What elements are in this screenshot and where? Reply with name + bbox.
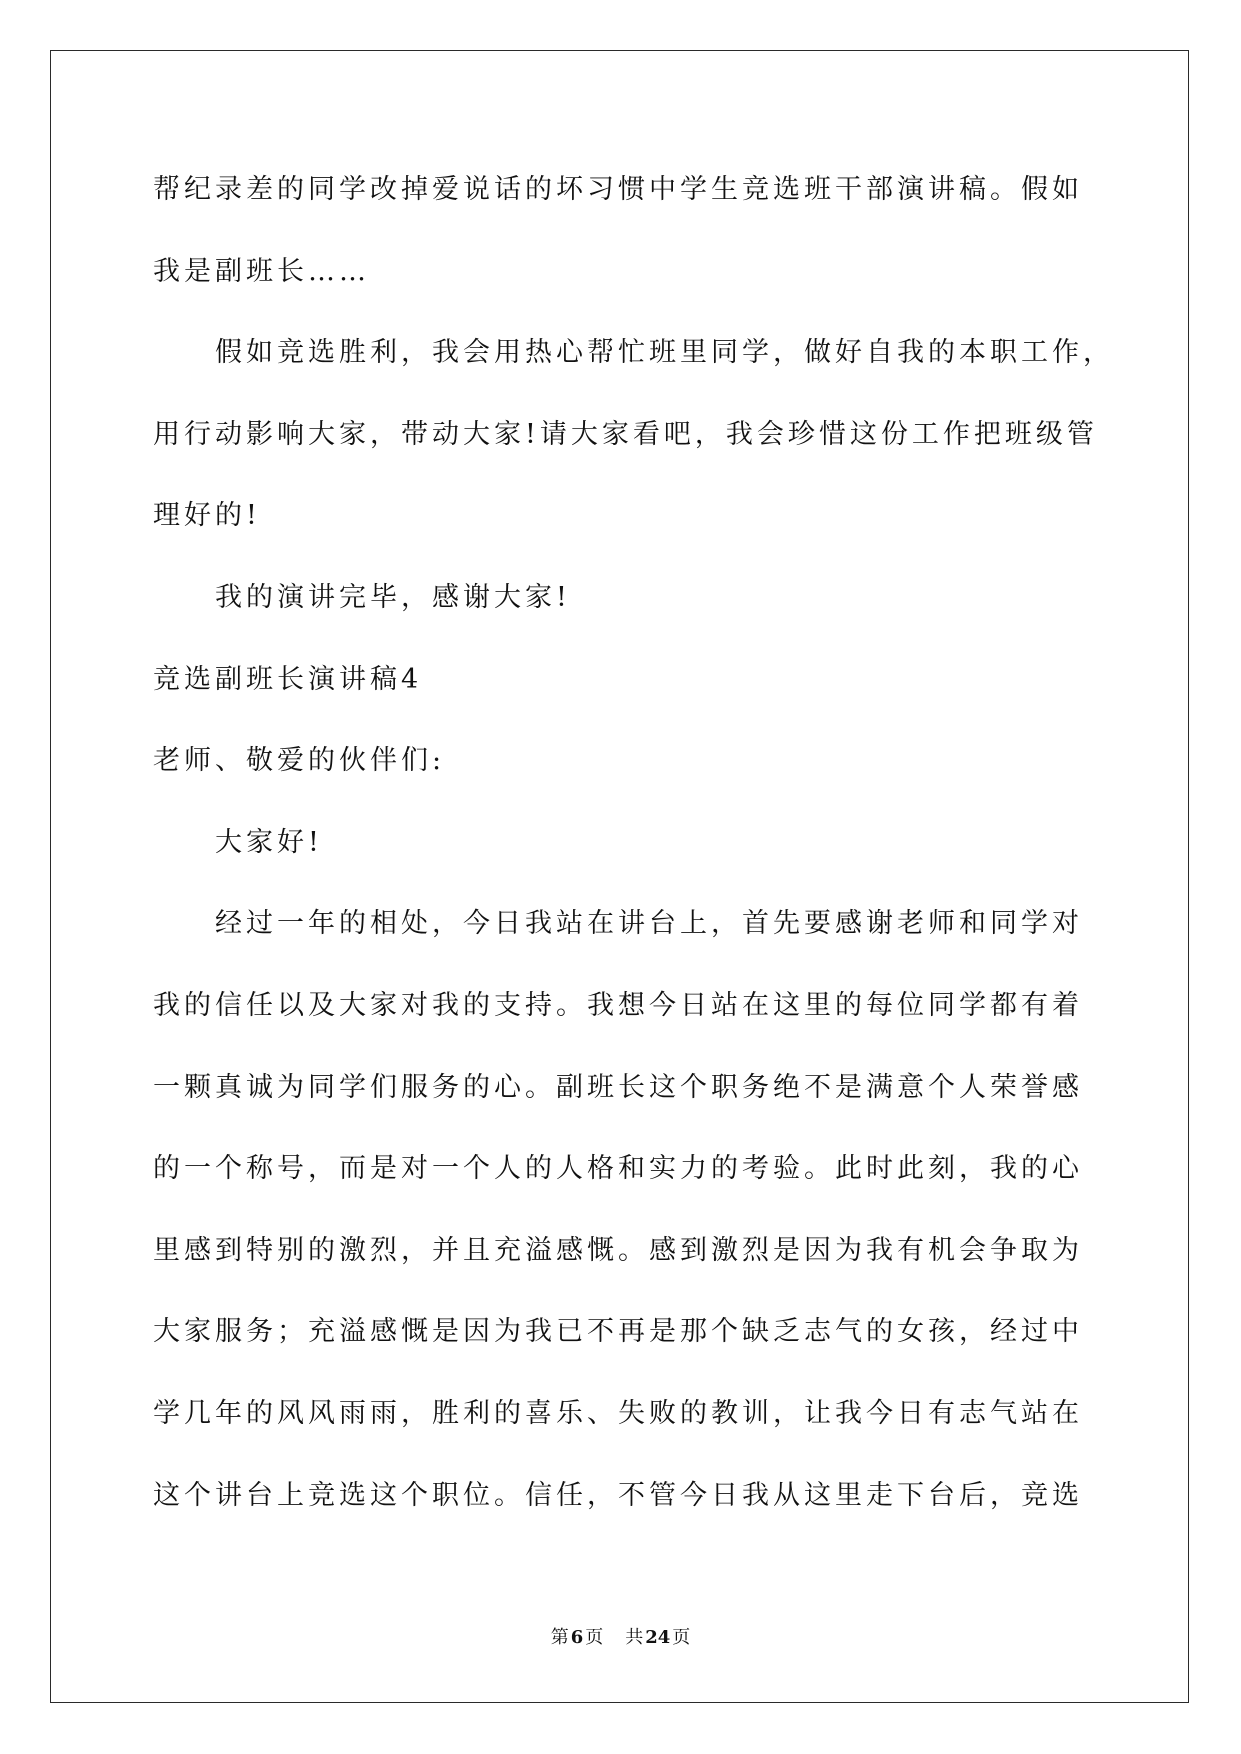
salutation: 老师、敬爱的伙伴们: bbox=[153, 745, 446, 777]
total-prefix: 共 bbox=[625, 1627, 644, 1648]
page-number bbox=[551, 1627, 604, 1648]
page-total bbox=[625, 1627, 690, 1648]
body-line: 用行动影响大家，带动大家!请大家看吧，我会珍惜这份工作把班级管 bbox=[153, 418, 1098, 450]
body-line: 一颗真诚为同学们服务的心。副班长这个职务绝不是满意个人荣誉感 bbox=[153, 1071, 1083, 1103]
total-page-count: 24 bbox=[645, 1627, 671, 1648]
body-line: 我的演讲完毕，感谢大家! bbox=[215, 581, 571, 613]
body-line: 这个讲台上竞选这个职位。信任，不管今日我从这里走下台后，竞选 bbox=[153, 1479, 1083, 1511]
body-line: 我是副班长…… bbox=[153, 255, 370, 287]
body-line: 假如竞选胜利，我会用热心帮忙班里同学，做好自我的本职工作， bbox=[215, 337, 1114, 369]
page-prefix: 第 bbox=[550, 1627, 569, 1648]
greeting: 大家好! bbox=[215, 826, 323, 858]
body-line: 大家服务；充溢感慨是因为我已不再是那个缺乏志气的女孩，经过中 bbox=[153, 1316, 1083, 1348]
current-page-number: 6 bbox=[570, 1627, 584, 1648]
body-line: 理好的! bbox=[153, 500, 261, 532]
total-suffix: 页 bbox=[672, 1627, 691, 1648]
body-line: 经过一年的相处，今日我站在讲台上，首先要感谢老师和同学对 bbox=[215, 908, 1083, 940]
body-line: 帮纪录差的同学改掉爱说话的坏习惯中学生竞选班干部演讲稿。假如 bbox=[153, 174, 1083, 205]
body-line: 里感到特别的激烈，并且充溢感慨。感到激烈是因为我有机会争取为 bbox=[153, 1234, 1083, 1266]
body-line: 我的信任以及大家对我的支持。我想今日站在这里的每位同学都有着 bbox=[153, 989, 1083, 1021]
body-line: 的一个称号，而是对一个人的人格和实力的考验。此时此刻，我的心 bbox=[153, 1153, 1083, 1185]
section-heading: 竞选副班长演讲稿4 bbox=[153, 663, 423, 695]
page-footer bbox=[0, 1626, 1241, 1650]
page-suffix: 页 bbox=[585, 1627, 604, 1648]
document-body bbox=[153, 149, 1143, 1536]
body-line: 学几年的风风雨雨，胜利的喜乐、失败的教训，让我今日有志气站在 bbox=[153, 1397, 1083, 1429]
